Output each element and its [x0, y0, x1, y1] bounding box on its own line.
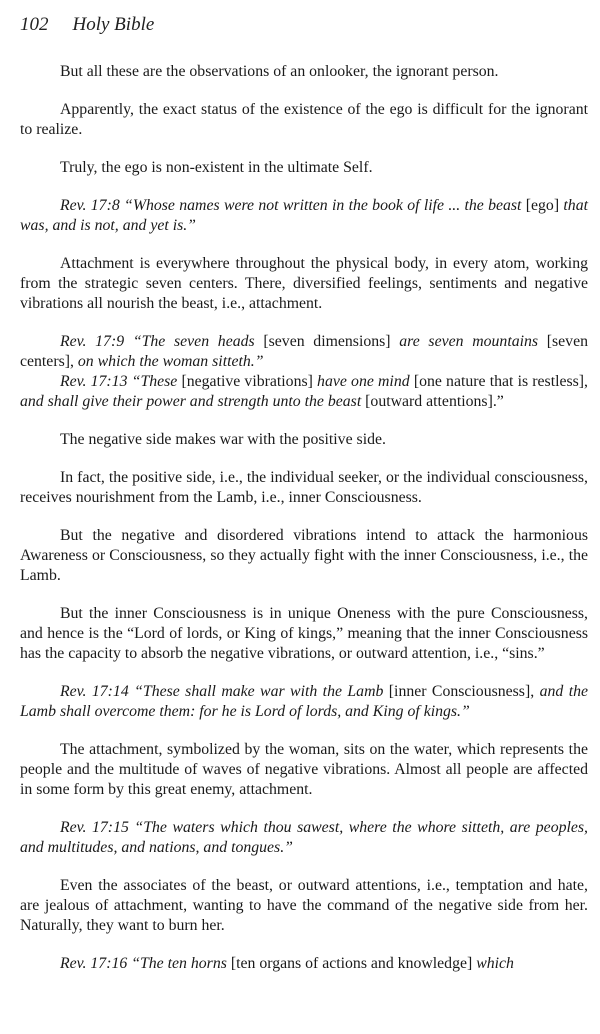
paragraph-3	[20, 158, 588, 178]
italic-text-run: and the Lamb shall overcome them: for he is Lord of lords, and King of kings.”	[20, 683, 589, 720]
italic-text-run: Rev. 17:8 “Whose names were not written in the book of life ... the beast	[60, 197, 526, 214]
italic-text-run: have one mind	[317, 373, 414, 390]
paragraph-15	[20, 876, 588, 936]
scripture-quote-rev-17-8	[20, 196, 588, 236]
text-run: [ten organs of actions and knowledge]	[230, 955, 477, 972]
paragraph-13	[20, 740, 588, 800]
scripture-quote-rev-17-14	[20, 682, 588, 722]
text-run: [negative vibrations]	[181, 373, 318, 390]
italic-text-run: that was, and is not, and yet is.”	[20, 197, 588, 234]
italic-text-run: are seven mountains	[399, 333, 547, 350]
text-run: But the inner Consciousness is in unique Oneness with the pure Consciousness, and hence is the “Lord of lords, or King of kings,” meaning that the inner Consciousness has the capacity to absorb the negative vibrations, or outward attention, i.e., “sins.”	[20, 605, 588, 662]
text-run: Apparently, the exact status of the existence of the ego is difficult for the ignorant to realize.	[20, 101, 588, 138]
text-run: [seven centers],	[20, 333, 588, 370]
scripture-quote-rev-17-13	[20, 372, 588, 412]
text-run: The negative side makes war with the positive side.	[60, 431, 386, 448]
italic-text-run: Rev. 17:14 “These shall make war with the Lamb	[60, 683, 389, 700]
paragraph-8	[20, 430, 588, 450]
italic-text-run: Rev. 17:15 “The waters which thou sawest, where the whore sitteth, are peoples, and multitudes, and nations, and tongues.”	[20, 819, 588, 856]
scripture-quote-rev-17-15	[20, 818, 588, 858]
italic-text-run: which	[476, 955, 514, 972]
book-title: Holy Bible	[72, 14, 155, 35]
text-run: [inner Consciousness],	[388, 683, 540, 700]
text-run: The attachment, symbolized by the woman, sits on the water, which represents the people and the multitude of waves of negative vibrations. Almost all people are affected in some form by this great enemy, attachment.	[20, 741, 588, 798]
paragraph-11	[20, 604, 588, 664]
italic-text-run: Rev. 17:16 “The ten horns	[60, 955, 231, 972]
text-run: But all these are the observations of an onlooker, the ignorant person.	[60, 63, 499, 80]
italic-text-run: and shall give their power and strength unto the beast	[20, 393, 366, 410]
scripture-quote-rev-17-16	[20, 954, 588, 974]
text-run: [one nature that is restless],	[413, 373, 588, 390]
paragraph-10	[20, 526, 588, 586]
text-run: [ego]	[525, 197, 564, 214]
text-run: Truly, the ego is non-existent in the ultimate Self.	[60, 159, 373, 176]
text-run: [seven dimensions]	[263, 333, 400, 350]
text-run: [outward attentions].”	[365, 393, 504, 410]
paragraph-2	[20, 100, 588, 140]
page-body	[20, 62, 588, 992]
page-number: 102	[20, 14, 49, 35]
text-run: In fact, the positive side, i.e., the individual seeker, or the individual consciousness, receives nourishment from the Lamb, i.e., inner Consciousness.	[20, 469, 588, 506]
italic-text-run: Rev. 17:9 “The seven heads	[60, 333, 264, 350]
paragraph-1	[20, 62, 588, 82]
text-run: Attachment is everywhere throughout the physical body, in every atom, working from the strategic seven centers. There, diversified feelings, sentiments and negative vibrations all nourish the beast, i.e., attachment.	[20, 255, 588, 312]
italic-text-run: Rev. 17:13 “These	[60, 373, 182, 390]
text-run: But the negative and disordered vibrations intend to attack the harmonious Awareness or Consciousness, so they actually fight with the inner Consciousness, i.e., the Lamb.	[20, 527, 588, 584]
paragraph-9	[20, 468, 588, 508]
text-run: Even the associates of the beast, or outward attentions, i.e., temptation and hate, are jealous of attachment, wanting to have the command of the negative side from her. Naturally, they want to burn her.	[20, 877, 588, 934]
page-header	[20, 14, 154, 36]
paragraph-5	[20, 254, 588, 314]
italic-text-run: on which the woman sitteth.”	[77, 353, 264, 370]
scripture-quote-rev-17-9	[20, 332, 588, 372]
